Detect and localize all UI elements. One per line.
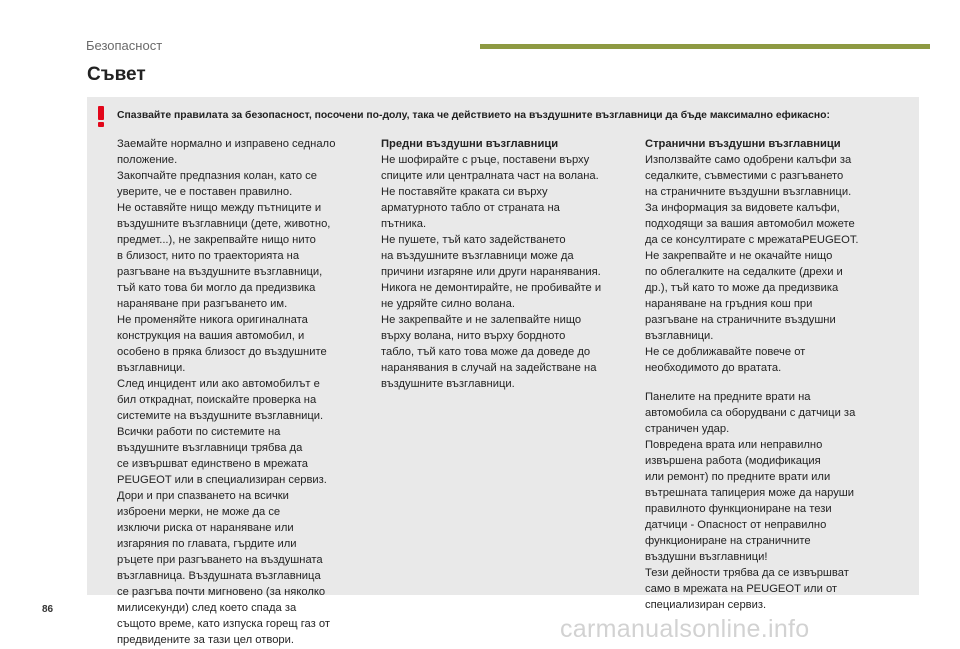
text-line: Не закрепвайте и не окачайте нищо [645, 250, 833, 262]
text-line: въздушните възглавници. [381, 378, 515, 390]
side-airbags-heading: Странични въздушни възглавници [645, 138, 841, 150]
column-side-airbags [645, 136, 885, 613]
text-line: разгъване на страничните въздушни [645, 314, 836, 326]
text-line: системите на въздушните възглавници. [117, 410, 324, 422]
section-title: Безопасност [86, 38, 163, 53]
text-line: пътника. [381, 218, 427, 230]
text-line: Тези дейности трябва да се извършват [645, 567, 849, 579]
text-line: Използвайте само одобрени калъфи за [645, 154, 852, 166]
text-line: на въздушните възглавници може да [381, 250, 574, 262]
text-line: вътрешната тапицерия може да наруши [645, 487, 855, 499]
text-line: въздушните възглавници (дете, животно, [117, 218, 331, 230]
text-line: възглавници. [117, 362, 186, 374]
text-line: др.), тъй като то може да предизвика [645, 282, 839, 294]
text-line: изключи риска от нараняване или [117, 522, 294, 534]
text-line: необходимото до вратата. [645, 362, 782, 374]
text-line: Закопчайте предпазния колан, като се [117, 170, 317, 182]
text-line: Не променяйте никога оригиналната [117, 314, 308, 326]
text-line: в близост, нито по траекторията на [117, 250, 300, 262]
text-line: Дори и при спазването на всички [117, 490, 289, 502]
text-line: автомобила са оборудвани с датчици за [645, 407, 856, 419]
text-line: особено в пряка близост до въздушните [117, 346, 327, 358]
column-general-lines [117, 136, 369, 648]
text-line: разгъване на въздушните възглавници, [117, 266, 323, 278]
text-line: само в мрежата на PEUGEOT или от [645, 583, 838, 595]
text-line: Панелите на предните врати на [645, 391, 811, 403]
text-line: предмет...), не закрепвайте нищо нито [117, 234, 316, 246]
text-line: наранявания в случай на задействане на [381, 362, 597, 374]
text-line: извършена работа (модификация [645, 455, 821, 467]
text-line: конструкция на вашия автомобил, и [117, 330, 305, 342]
text-line: да се консултирате с мрежатаPEUGEOT. [645, 234, 859, 246]
text-line: бил откраднат, поискайте проверка на [117, 394, 317, 406]
text-line: Заемайте нормално и изправено седнало [117, 138, 336, 150]
text-line: изброени мерки, не може да се [117, 506, 281, 518]
text-line: възглавница. Въздушната възглавница [117, 570, 321, 582]
text-line: специализиран сервиз. [645, 599, 767, 611]
text-line: не удряйте силно волана. [381, 298, 515, 310]
text-line: правилното функциониране на тези [645, 503, 832, 515]
text-line: След инцидент или ако автомобилът е [117, 378, 320, 390]
text-line: изгаряния по главата, гърдите или [117, 538, 297, 550]
text-line: Не шофирайте с ръце, поставени върху [381, 154, 590, 166]
text-line: въздушните възглавници трябва да [117, 442, 303, 454]
text-line: на страничните въздушни възглавници. [645, 186, 852, 198]
text-line: подходящи за вашия автомобил можете [645, 218, 855, 230]
text-line: уверите, че е поставен правилно. [117, 186, 293, 198]
column-front-airbags-lines [381, 152, 631, 392]
text-line: се разгъва почти мигновено (за няколко [117, 586, 326, 598]
column-general [117, 136, 369, 648]
text-line: PEUGEOT или в специализиран сервиз. [117, 474, 327, 486]
text-line: Всички работи по системите на [117, 426, 281, 438]
text-line: седалките, съвместими с разгъването [645, 170, 844, 182]
text-line: датчици - Опасност от неправилно [645, 519, 827, 531]
text-line: нараняване на гръдния кош при [645, 298, 813, 310]
column-front-airbags [381, 136, 631, 392]
column-side-airbags-lines [645, 152, 885, 376]
text-line: същото време, като изпуска горещ газ от [117, 618, 330, 630]
text-line: Не поставяйте краката си върху [381, 186, 548, 198]
text-line: ръцете при разгъването на въздушната [117, 554, 323, 566]
front-airbags-heading: Предни въздушни възглавници [381, 138, 559, 150]
text-line: възглавници. [645, 330, 714, 342]
column-side-airbags-lines-2 [645, 389, 885, 613]
text-line: спиците или централната част на волана. [381, 170, 599, 182]
text-line: Не закрепвайте и не залепвайте нищо [381, 314, 582, 326]
text-line: положение. [117, 154, 178, 166]
text-line: страничен удар. [645, 423, 730, 435]
text-line: табло, тъй като това може да доведе до [381, 346, 591, 358]
text-line: Повредена врата или неправилно [645, 439, 823, 451]
page-title: Съвет [87, 64, 146, 85]
text-line: функциониране на страничните [645, 535, 811, 547]
exclamation-warning-icon [98, 106, 104, 126]
text-line: върху волана, нито върху бордното [381, 330, 566, 342]
lead-text: Спазвайте правилата за безопасност, посочени по-долу, така че действието на въздушните възглавници да бъде максимално ефикасно: [117, 110, 830, 121]
text-line: Не пушете, тъй като задействането [381, 234, 566, 246]
text-line: причини изгаряне или други наранявания. [381, 266, 601, 278]
header-accent-bar [480, 44, 930, 49]
text-line: предвидените за тази цел отвори. [117, 634, 295, 646]
text-line: Не оставяйте нищо между пътниците и [117, 202, 322, 214]
text-line: Никога не демонтирайте, не пробивайте и [381, 282, 602, 294]
text-line: въздушни възглавници! [645, 551, 768, 563]
text-line: тъй като това би могло да предизвика [117, 282, 316, 294]
text-line: по облегалките на седалките (дрехи и [645, 266, 843, 278]
page-number: 86 [42, 604, 54, 615]
text-line: се извършват единствено в мрежата [117, 458, 309, 470]
text-line: или ремонт) по предните врати или [645, 471, 831, 483]
text-line: милисекунди) след което спада за [117, 602, 297, 614]
text-line: За информация за видовете калъфи, [645, 202, 840, 214]
watermark: carmanualsonline.info [560, 615, 810, 643]
text-line: арматурното табло от страната на [381, 202, 560, 214]
text-line: нараняване при разгъването им. [117, 298, 288, 310]
text-line: Не се доближавайте повече от [645, 346, 806, 358]
